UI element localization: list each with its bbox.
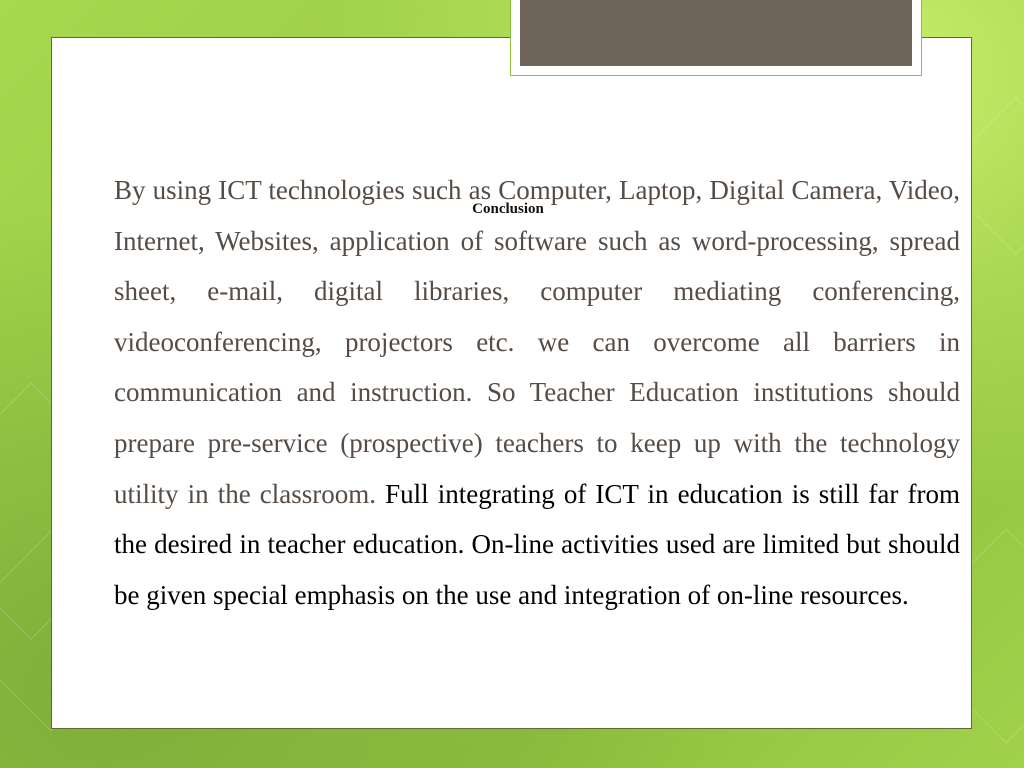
slide-title: Conclusion [472,201,544,217]
title-tab-fill [520,0,912,66]
body-text-part-1: By using ICT technologies such as Computer, Laptop, Digital Camera, Video, Internet, Websites, application of software such as word-processing, spread sheet, e-mail, digital libraries, computer mediating conferencing, videoconferencing, projectors etc. we can overcome all barriers in communication and instruction. So Teacher Education institutions should prepare pre-service (prospective) teachers to keep up with the technology utility in the classroom. [114,175,960,509]
title-tab [510,0,922,76]
body-text-part-2: Full integrating of ICT in education is still far from the desired in teacher education. On-line activities used are limited but should be given special emphasis on the use and integration of on-line resources. [114,478,960,610]
body-paragraph [114,165,960,620]
